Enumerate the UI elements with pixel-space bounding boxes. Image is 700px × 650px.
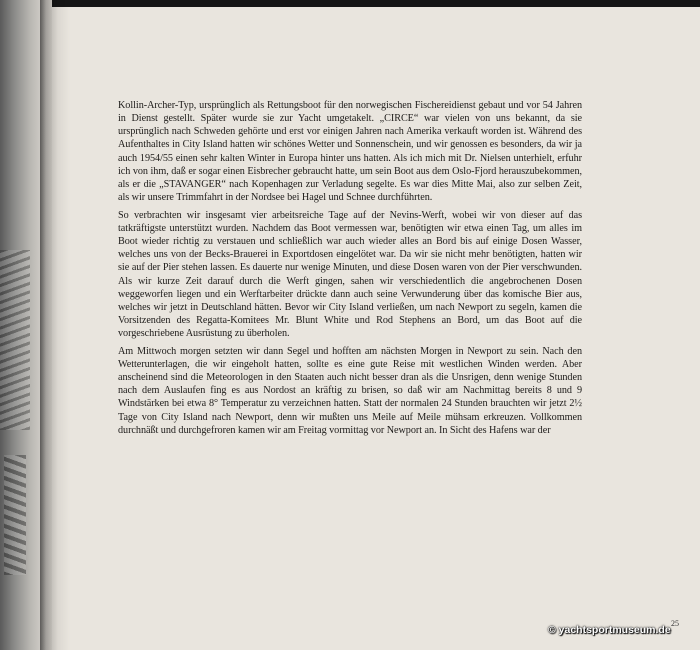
book-gutter-shadow — [40, 0, 70, 650]
copyright-watermark: © yachtsportmuseum.de — [548, 624, 671, 636]
paragraph-1: Kollin-Archer-Typ, ursprünglich als Rettungsboot für den norwegischen Fischereidienst gebaut und vor 54 Jahren in Dienst gestellt. Später wurde sie zur Yacht umgetakelt. „CIRCE“ war vielen von uns bekannt, da sie ursprünglich nach Schweden gehörte und erst vor einigen Jahren nach Amerika verkauft worden ist. Während des Aufenthaltes in City Island hatten wir schönes Wetter und Sonnenschein, und wir genossen es besonders, da wir ja auch 1954/55 einen sehr kalten Winter in Europa hinter uns hatten. Als ich mich mit Dr. Nielsen unterhielt, erfuhr ich von ihm, daß er sogar einen Eisbrecher gebraucht hatte, um sein Boot aus dem Oslo-Fjord herauszubekommen, als er die „STAVANGER“ nach Kopenhagen zur Verladung segelte. Es war dies Mitte Mai, also zur selben Zeit, als wir unsere Trimmfahrt in der Nordsee bei Hagel und Schnee durchführten. — [118, 100, 582, 204]
paragraph-2: So verbrachten wir insgesamt vier arbeitsreiche Tage auf der Nevins-Werft, wobei wir von dieser auf das tatkräftigste unterstützt wurden. Nachdem das Boot vermessen war, benötigten wir etwa einen Tag, um alles im Boot wieder richtig zu verstauen und schließlich war auch wieder alles an Bord bis auf einige Dosen Wasser, welches uns von der Becks-Brauerei in Exportdosen eingelötet war. Da wir sie nicht mehr benötigten, hatten wir sie auf der Pier stehen lassen. Es dauerte nur wenige Minuten, und diese Dosen waren von der Pier verschwunden. Als wir kurze Zeit darauf durch die Werft gingen, sahen wir verschiedentlich die angebrochenen Dosen weggeworfen liegen und ein Werftarbeiter drückte dann auch seine Verwunderung über das komische Bier aus, welches wir jetzt in Deutschland hätten. Bevor wir City Island verließen, um nach Newport zu segeln, kamen die Vorsitzenden des Regatta-Komitees Mr. Blunt White und Rod Stephens an Bord, um das Boot auf die vorgeschriebene Ausrüstung zu überholen. — [118, 209, 582, 340]
scan-top-edge — [0, 0, 700, 7]
photo-wave-texture — [0, 250, 30, 430]
page-number: 25 — [671, 619, 679, 628]
paragraph-3: Am Mittwoch morgen setzten wir dann Segel und hofften am nächsten Morgen in Newport zu sein. Nach den Wetterunterlagen, die wir eingeholt hatten, sollte es eine gute Reise mit westlichen Winden werden. Aber anscheinend sind die Meteorologen in den Staaten auch nicht besser dran als die Unsrigen, denn wenige Stunden nach dem Auslaufen fing es aus Nordost an kräftig zu brisen, so daß wir am Nachmittag bereits 8 und 9 Windstärken bei etwa 8° Temperatur zu verzeichnen hatten. Statt der normalen 24 Stunden brauchten wir jetzt 2½ Tage von City Island nach Newport, denn wir mußten uns Meile auf Meile mühsam erkreuzen. Vollkommen durchnäßt und durchgefroren kamen wir am Freitag vormittag vor Newport an. In Sicht des Hafens war der — [118, 345, 582, 436]
photo-wave-texture — [4, 455, 26, 575]
page-body-text — [118, 99, 582, 441]
